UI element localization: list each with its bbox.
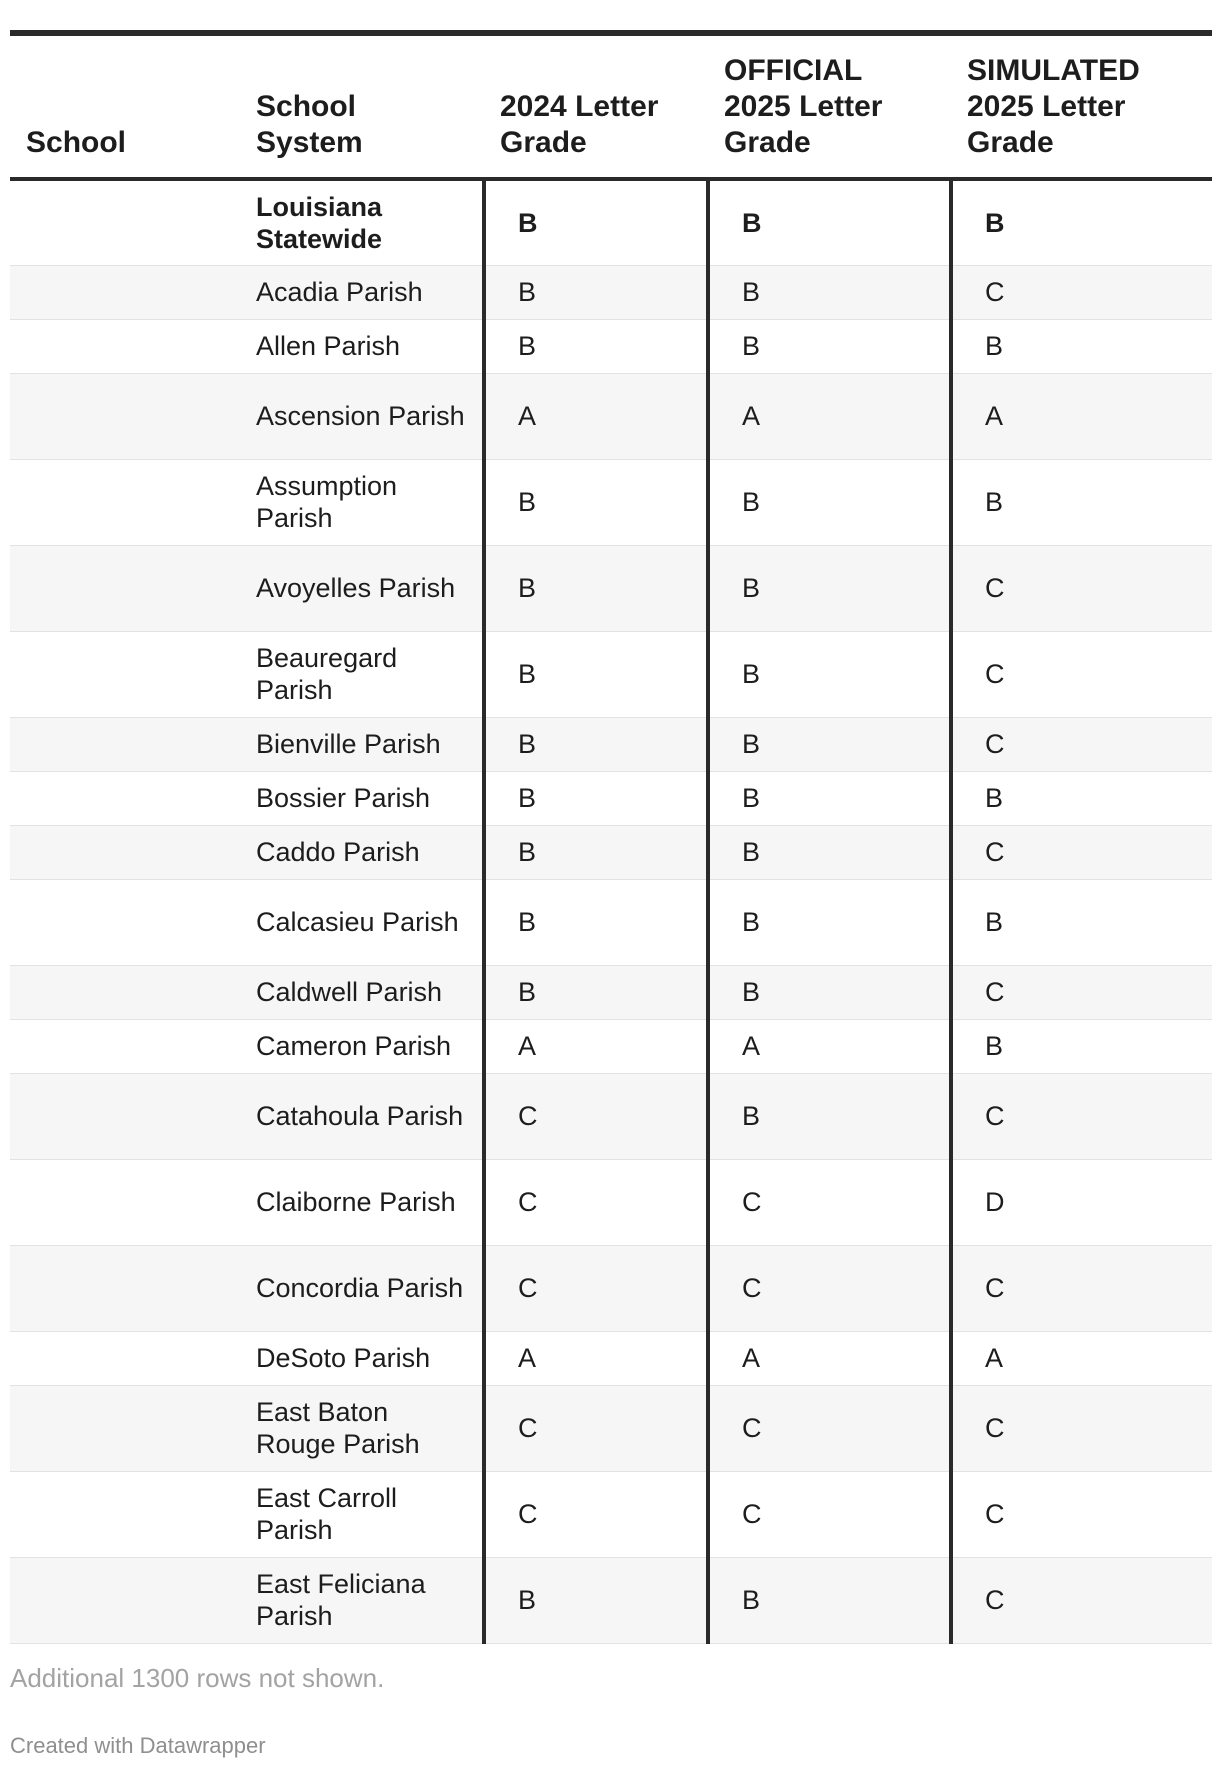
cell-school-system: East Carroll Parish (240, 1471, 484, 1557)
cell-school-system: Caldwell Parish (240, 965, 484, 1019)
column-header-school[interactable]: School (10, 33, 240, 179)
cell-2024-grade: B (484, 631, 708, 717)
cell-2024-grade: C (484, 1385, 708, 1471)
table-row (10, 631, 1212, 717)
cell-official-2025-grade: B (708, 1557, 951, 1643)
cell-school (10, 1019, 240, 1073)
cell-school (10, 631, 240, 717)
cell-official-2025-grade: C (708, 1159, 951, 1245)
cell-official-2025-grade: B (708, 631, 951, 717)
cell-school-system: Allen Parish (240, 319, 484, 373)
cell-simulated-2025-grade: C (951, 1245, 1212, 1331)
table-row (10, 1385, 1212, 1471)
cell-official-2025-grade: B (708, 179, 951, 265)
cell-school (10, 265, 240, 319)
table-row (10, 1331, 1212, 1385)
cell-2024-grade: B (484, 179, 708, 265)
cell-school (10, 825, 240, 879)
cell-simulated-2025-grade: C (951, 965, 1212, 1019)
cell-official-2025-grade: C (708, 1471, 951, 1557)
cell-school (10, 1471, 240, 1557)
cell-official-2025-grade: B (708, 545, 951, 631)
cell-school (10, 545, 240, 631)
cell-simulated-2025-grade: D (951, 1159, 1212, 1245)
cell-2024-grade: B (484, 545, 708, 631)
column-header-school-system[interactable]: School System (240, 33, 484, 179)
table-row (10, 1019, 1212, 1073)
cell-2024-grade: C (484, 1073, 708, 1159)
cell-simulated-2025-grade: A (951, 1331, 1212, 1385)
datawrapper-credit: Created with Datawrapper (10, 1733, 266, 1758)
cell-official-2025-grade: B (708, 459, 951, 545)
cell-2024-grade: B (484, 265, 708, 319)
cell-2024-grade: B (484, 825, 708, 879)
cell-official-2025-grade: B (708, 319, 951, 373)
table-header (10, 33, 1212, 179)
cell-school-system: East Feliciana Parish (240, 1557, 484, 1643)
cell-official-2025-grade: B (708, 265, 951, 319)
cell-school-system: Beauregard Parish (240, 631, 484, 717)
cell-school (10, 717, 240, 771)
cell-simulated-2025-grade: A (951, 373, 1212, 459)
table-row (10, 319, 1212, 373)
header-row (10, 33, 1212, 179)
cell-2024-grade: B (484, 319, 708, 373)
cell-school-system: DeSoto Parish (240, 1331, 484, 1385)
table-row (10, 879, 1212, 965)
cell-2024-grade: A (484, 1331, 708, 1385)
cell-2024-grade: C (484, 1159, 708, 1245)
cell-school-system: Catahoula Parish (240, 1073, 484, 1159)
cell-school-system: Claiborne Parish (240, 1159, 484, 1245)
cell-simulated-2025-grade: C (951, 1073, 1212, 1159)
cell-school-system: Ascension Parish (240, 373, 484, 459)
cell-simulated-2025-grade: B (951, 459, 1212, 545)
cell-school (10, 1331, 240, 1385)
table-row (10, 1159, 1212, 1245)
cell-2024-grade: B (484, 717, 708, 771)
cell-school-system: Louisiana Statewide (240, 179, 484, 265)
cell-2024-grade: B (484, 771, 708, 825)
cell-simulated-2025-grade: C (951, 717, 1212, 771)
cell-school (10, 879, 240, 965)
table-row (10, 179, 1212, 265)
cell-school (10, 1385, 240, 1471)
cell-2024-grade: B (484, 459, 708, 545)
cell-school (10, 459, 240, 545)
cell-simulated-2025-grade: C (951, 265, 1212, 319)
cell-school-system: Bossier Parish (240, 771, 484, 825)
cell-official-2025-grade: B (708, 965, 951, 1019)
grades-table-container (10, 30, 1212, 1644)
table-row (10, 265, 1212, 319)
table-row (10, 717, 1212, 771)
cell-school-system: Cameron Parish (240, 1019, 484, 1073)
cell-official-2025-grade: B (708, 1073, 951, 1159)
cell-school-system: East Baton Rouge Parish (240, 1385, 484, 1471)
cell-2024-grade: B (484, 879, 708, 965)
cell-school-system: Caddo Parish (240, 825, 484, 879)
cell-simulated-2025-grade: B (951, 771, 1212, 825)
cell-school (10, 965, 240, 1019)
cell-simulated-2025-grade: C (951, 1385, 1212, 1471)
cell-school (10, 179, 240, 265)
cell-simulated-2025-grade: C (951, 1557, 1212, 1643)
cell-official-2025-grade: B (708, 825, 951, 879)
cell-school (10, 1159, 240, 1245)
table-row (10, 1557, 1212, 1643)
cell-simulated-2025-grade: B (951, 319, 1212, 373)
cell-simulated-2025-grade: C (951, 825, 1212, 879)
cell-2024-grade: C (484, 1471, 708, 1557)
cell-school-system: Assumption Parish (240, 459, 484, 545)
cell-school-system: Calcasieu Parish (240, 879, 484, 965)
table-row (10, 965, 1212, 1019)
cell-school-system: Concordia Parish (240, 1245, 484, 1331)
column-header-simulated-2025-grade[interactable]: SIMULATED 2025 Letter Grade (951, 33, 1212, 179)
cell-simulated-2025-grade: C (951, 631, 1212, 717)
cell-school-system: Avoyelles Parish (240, 545, 484, 631)
cell-school (10, 771, 240, 825)
cell-simulated-2025-grade: C (951, 1471, 1212, 1557)
cell-2024-grade: B (484, 965, 708, 1019)
cell-official-2025-grade: C (708, 1385, 951, 1471)
table-body (10, 179, 1212, 1643)
cell-school-system: Bienville Parish (240, 717, 484, 771)
cell-official-2025-grade: C (708, 1245, 951, 1331)
table-row (10, 1073, 1212, 1159)
table-row (10, 545, 1212, 631)
cell-official-2025-grade: A (708, 1331, 951, 1385)
cell-school-system: Acadia Parish (240, 265, 484, 319)
cell-official-2025-grade: A (708, 373, 951, 459)
table-row (10, 459, 1212, 545)
table-row (10, 771, 1212, 825)
cell-simulated-2025-grade: C (951, 545, 1212, 631)
column-header-official-2025-grade[interactable]: OFFICIAL 2025 Letter Grade (708, 33, 951, 179)
cell-official-2025-grade: A (708, 1019, 951, 1073)
cell-school (10, 1557, 240, 1643)
cell-2024-grade: B (484, 1557, 708, 1643)
cell-school (10, 373, 240, 459)
column-header-2024-grade[interactable]: 2024 Letter Grade (484, 33, 708, 179)
table-row (10, 1245, 1212, 1331)
grades-table (10, 30, 1212, 1644)
cell-official-2025-grade: B (708, 771, 951, 825)
cell-simulated-2025-grade: B (951, 879, 1212, 965)
cell-simulated-2025-grade: B (951, 1019, 1212, 1073)
cell-2024-grade: A (484, 373, 708, 459)
table-row (10, 1471, 1212, 1557)
table-row (10, 373, 1212, 459)
cell-school (10, 1073, 240, 1159)
cell-official-2025-grade: B (708, 717, 951, 771)
cell-2024-grade: A (484, 1019, 708, 1073)
cell-official-2025-grade: B (708, 879, 951, 965)
cell-2024-grade: C (484, 1245, 708, 1331)
rows-not-shown-note: Additional 1300 rows not shown. (10, 1663, 385, 1693)
cell-school (10, 1245, 240, 1331)
cell-simulated-2025-grade: B (951, 179, 1212, 265)
cell-school (10, 319, 240, 373)
table-row (10, 825, 1212, 879)
